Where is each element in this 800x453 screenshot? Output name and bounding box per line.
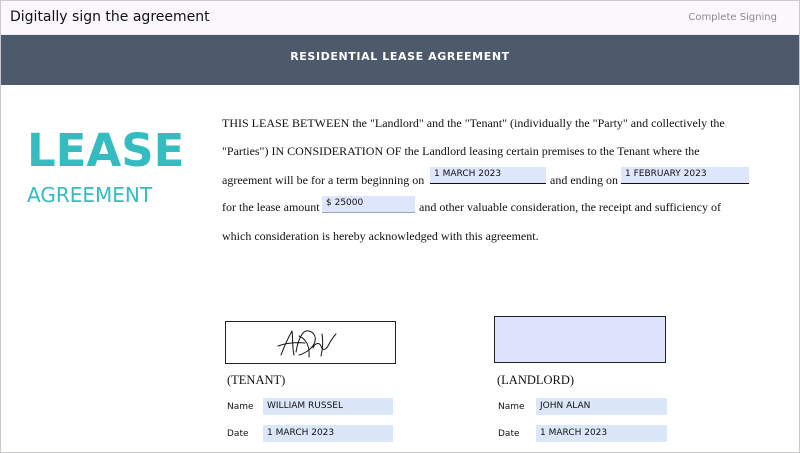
document-title: RESIDENTIAL LEASE AGREEMENT [290,50,510,63]
page-title: Digitally sign the agreement [10,9,210,25]
tenant-signature-drawing [226,322,397,365]
landlord-signature-box[interactable] [494,316,666,363]
tenant-name-label: Name [227,402,254,412]
paragraph-line-3-start: agreement will be for a term beginning on [222,173,425,187]
paragraph-line-3-mid: and ending on [550,173,618,187]
paragraph-line-1: THIS LEASE BETWEEN the "Landlord" and the "Tenant" (individually the "Party" and collectively the [222,116,725,130]
lease-amount-field[interactable]: $ 25000 [322,196,415,213]
landlord-role-label: (LANDLORD) [497,373,575,387]
top-bar [1,1,799,35]
landlord-name-field[interactable]: JOHN ALAN [536,398,667,415]
paragraph-line-4-start: for the lease amount [222,200,320,214]
landlord-name-label: Name [498,402,525,412]
tenant-name-field[interactable]: WILLIAM RUSSEL [263,398,393,415]
paragraph-line-4-end: and other valuable consideration, the receipt and sufficiency of [419,200,721,214]
paragraph-line-5: which consideration is hereby acknowledged with this agreement. [222,229,539,243]
end-date-field[interactable]: 1 FEBRUARY 2023 [621,167,749,184]
landlord-date-label: Date [498,429,520,439]
logo-agreement: AGREEMENT [27,183,153,207]
paragraph-line-2: "Parties") IN CONSIDERATION OF the Landlord leasing certain premises to the Tenant where the [222,144,700,158]
tenant-signature-box[interactable] [225,321,396,364]
landlord-date-field[interactable]: 1 MARCH 2023 [536,425,667,442]
tenant-date-label: Date [227,429,249,439]
tenant-role-label: (TENANT) [227,373,286,387]
tenant-date-field[interactable]: 1 MARCH 2023 [263,425,393,442]
complete-signing-button[interactable]: Complete Signing [688,12,777,23]
start-date-field[interactable]: 1 MARCH 2023 [430,167,546,184]
document-header [1,35,799,85]
logo-lease: LEASE [27,124,185,177]
